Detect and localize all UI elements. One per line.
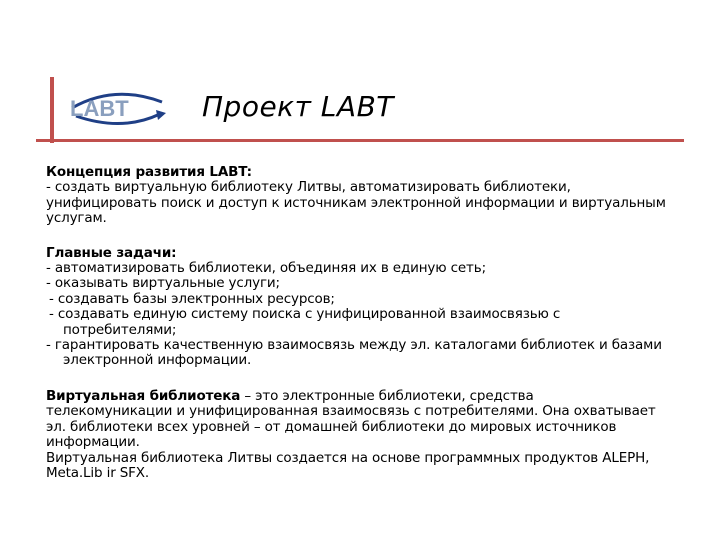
task-item: - создавать единую систему поиска с унифицированной взаимосвязью с (49, 306, 561, 323)
virtual-line: информации. (46, 434, 140, 451)
slide-body (46, 165, 696, 481)
virtual-library-definition: – это электронные библиотеки, средства (240, 387, 534, 404)
task-item: - создавать базы электронных ресурсов; (49, 290, 335, 307)
virtual-library-term: Виртуальная библиотека (46, 387, 241, 404)
virtual-line: телекомуникации и унифицированная взаимосвязь с потребителями. Она охватывает (46, 403, 656, 420)
concept-line: унифицировать поиск и доступ к источникам электронной информации и виртуальным (46, 194, 666, 211)
virtual-line: Meta.Lib ir SFX. (46, 464, 150, 481)
task-item: - автоматизировать библиотеки, объединяя их в единую сеть; (46, 260, 486, 277)
accent-horizontal-line (36, 139, 684, 142)
task-item: - гарантировать качественную взаимосвязь между эл. каталогами библиотек и базами (46, 337, 662, 354)
logo-text: LABT (70, 96, 129, 121)
virtual-line: эл. библиотеки всех уровней – от домашней библиотеки до мировых источников (46, 418, 617, 435)
virtual-line: Виртуальная библиотека Литвы создается на основе программных продуктов ALEPH, (46, 449, 650, 466)
task-item: - оказывать виртуальные услуги; (46, 275, 280, 292)
concept-heading: Концепция развития LABT: (46, 164, 252, 180)
labt-logo (64, 82, 174, 132)
tasks-heading: Главные задачи: (46, 244, 177, 261)
concept-line: услугам. (46, 210, 107, 227)
accent-vertical-line (50, 77, 54, 143)
virtual-library-paragraph (46, 389, 696, 404)
task-item-continuation: электронной информации. (63, 352, 252, 369)
page-title: Проект LABT (202, 90, 394, 123)
task-item-continuation: потребителями; (63, 321, 177, 338)
concept-line: - создать виртуальную библиотеку Литвы, автоматизировать библиотеки, (46, 179, 571, 196)
